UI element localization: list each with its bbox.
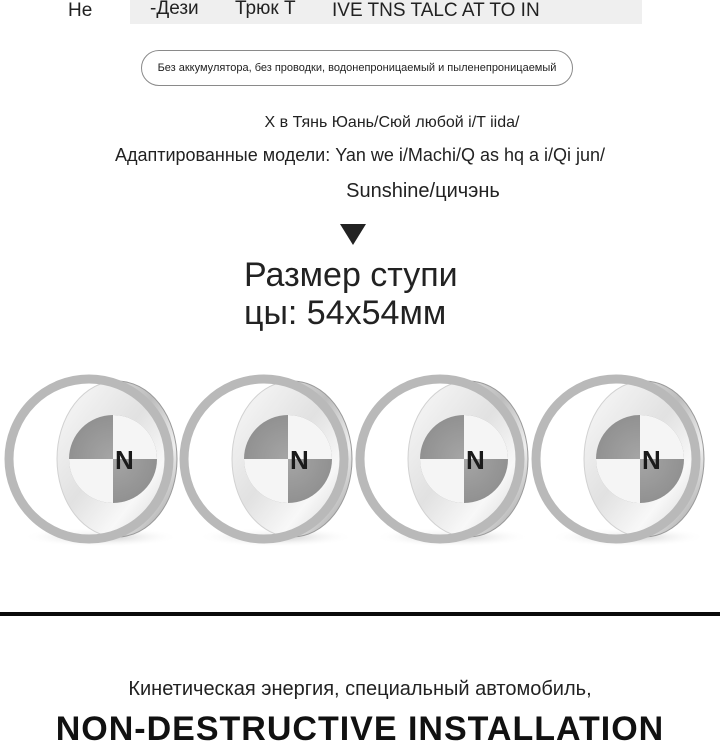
kinetic-energy-text: Кинетическая энергия, специальный автомобиль, bbox=[128, 678, 592, 700]
hub-cap-3 bbox=[360, 379, 530, 547]
installation-heading: NON-DESTRUCTIVE INSTALLATION bbox=[55, 710, 665, 748]
features-pill bbox=[141, 50, 573, 86]
models-line-3: Sunshine/цичэнь bbox=[346, 180, 500, 202]
hub-cap-1 bbox=[9, 379, 179, 547]
cap-emblem-letter: N bbox=[115, 445, 134, 475]
hub-size-line-1: Размер ступи bbox=[244, 256, 458, 294]
installation-heading-clip bbox=[0, 704, 720, 748]
models-line-2: Адаптированные модели: Yan we i/Machi/Q as hq a i/Qi jun/ bbox=[114, 145, 606, 165]
hub-size-label bbox=[244, 256, 474, 332]
hub-cap-2 bbox=[184, 379, 354, 547]
hub-caps-image bbox=[0, 365, 720, 555]
hub-size-line-2: цы: 54x54мм bbox=[244, 294, 447, 332]
top-strip-text-1: Не bbox=[68, 0, 93, 21]
hub-cap-4 bbox=[536, 379, 706, 547]
cap-emblem-letter: N bbox=[642, 445, 661, 475]
down-arrow-icon bbox=[340, 224, 366, 245]
top-strip-text-2: -Дези bbox=[150, 0, 199, 19]
top-strip-text-3: Трюк Т bbox=[235, 0, 296, 19]
top-strip-text-4: IVE TNS TALC AT TO IN bbox=[332, 0, 540, 21]
cap-emblem-letter: N bbox=[466, 445, 485, 475]
section-divider bbox=[0, 612, 720, 616]
models-line-1: X в Тянь Юань/Сюй любой i/T iida/ bbox=[264, 114, 520, 131]
features-text: Без аккумулятора, без проводки, водонепроницаемый и пыленепроницаемый bbox=[157, 62, 557, 74]
cap-emblem-letter: N bbox=[290, 445, 309, 475]
